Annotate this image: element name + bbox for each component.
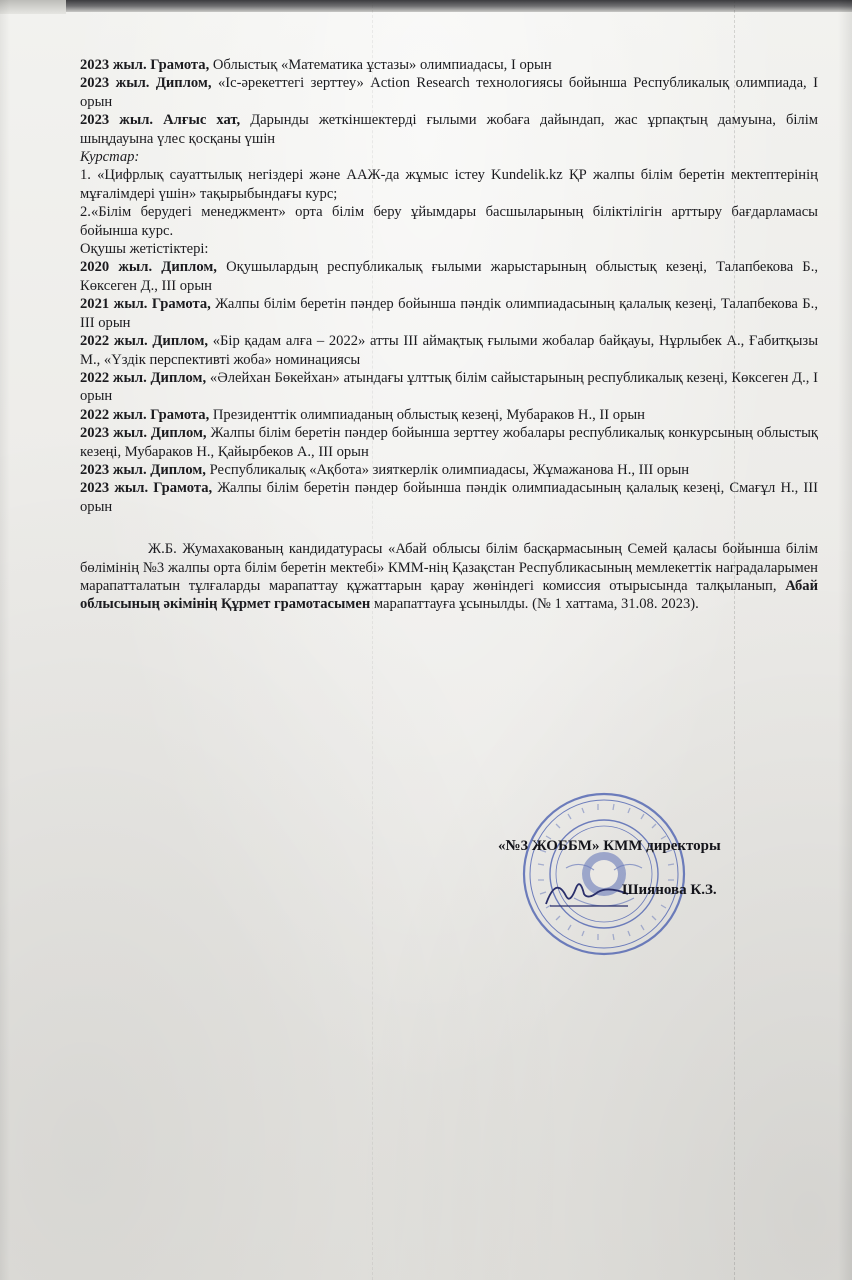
- achievement-line: [80, 74, 818, 111]
- achievement-text: Дарынды жеткіншектерді ғылыми жобаға дайындап, жас ұрпақтың дамуына, білім шыңдауына үлес қосқаны үшін: [80, 112, 818, 147]
- achievement-line: [80, 111, 818, 148]
- courses-heading: Курстар:: [80, 149, 140, 166]
- recommendation-award: Абай облысының әкімінің Құрмет грамотасымен: [80, 577, 818, 613]
- achievement-text: Республикалық «Ақбота» зияткерлік олимпиадасы, Жұмажанова Н., ІІІ орын: [205, 461, 690, 478]
- achievement-year-type: 2021 жыл. Грамота,: [80, 296, 211, 313]
- achievement-text: «Әлейхан Бөкейхан» атындағы ұлттық білім сайыстарының республикалық кезеңі, Көксеген Д., І орын: [80, 369, 818, 405]
- recommendation-text: Ж.Б. Жумахакованың кандидатурасы «Абай облысы білім басқармасының Семей қаласы бойынша білім бөлімінің №3 жалпы орта білім беретін мектебі» КММ-нің Қазақстан Республикасының мемлекеттік наградаларымен марапатталатын тұлғаларды марапаттау құжаттарын қарау жөніндегі комиссия отырысында талқыланып,: [80, 541, 818, 594]
- scan-top-edge: [0, 0, 852, 12]
- achievement-year-type: 2022 жыл. Грамота,: [80, 406, 210, 423]
- recommendation-paragraph: [80, 540, 818, 614]
- achievement-year-type: 2023 жыл. Диплом,: [80, 461, 206, 478]
- achievement-text: Жалпы білім беретін пәндер бойынша зерттеу жобалары республикалық конкурсының облыстық кезеңі, Мубараков Н., Қайырбеков А., ІІІ орын: [80, 425, 819, 460]
- director-title: «№3 ЖОББМ» КММ директоры: [498, 838, 721, 854]
- student-achievement-line: [80, 424, 818, 461]
- document-body: [80, 56, 818, 628]
- student-achievement-line: [80, 461, 818, 479]
- achievement-text: «Бір қадам алға – 2022» атты ІІІ аймақтық ғылыми жобалар байқауы, Нұрлыбек А., Ғабитқызы М., «Үздік перспективті жоба» номинациясы: [80, 333, 818, 368]
- achievement-text: Облыстық «Математика ұстазы» олимпиадасы, І орын: [209, 57, 552, 73]
- signature-block: [470, 790, 830, 970]
- achievement-line: [80, 56, 818, 74]
- student-achievement-line: [80, 258, 818, 295]
- student-achievement-line: [80, 406, 818, 424]
- course-item: 2.«Білім берудегі менеджмент» орта білім беру ұйымдары басшыларының біліктілігін арттыру бағдарламасы бойынша курс.: [80, 204, 818, 239]
- achievement-year-type: 2020 жыл. Диплом,: [80, 259, 217, 276]
- achievement-year-type: 2023 жыл. Диплом,: [80, 75, 212, 92]
- student-achievement-line: [80, 369, 818, 406]
- students-heading: Оқушы жетістіктері:: [80, 241, 209, 258]
- achievement-text: Жалпы білім беретін пәндер бойынша пәндік олимпиадасының қалалық кезеңі, Смағұл Н., ІІІ орын: [80, 480, 818, 515]
- scan-left-shadow: [0, 0, 10, 1280]
- achievement-year-type: 2022 жыл. Диплом,: [80, 369, 207, 386]
- achievement-year-type: 2022 жыл. Диплом,: [80, 333, 209, 350]
- course-item: 1. «Цифрлық сауаттылық негіздері және ААЖ-да жұмыс істеу Kundelik.kz ҚР жалпы білім беретін мектептерінің мұғалімдері үшін» тақырыбындағы курс;: [80, 167, 818, 202]
- student-achievement-line: [80, 295, 818, 332]
- recommendation-text-end: марапаттауға ұсынылды. (№ 1 хаттама, 31.08. 2023).: [370, 596, 699, 613]
- director-name: Шиянова К.З.: [622, 882, 717, 898]
- handwritten-signature-icon: [542, 870, 632, 910]
- achievement-year-type: 2023 жыл. Грамота,: [80, 57, 210, 73]
- scan-right-shadow: [838, 0, 852, 1280]
- achievement-year-type: 2023 жыл. Алғыс хат,: [80, 112, 241, 129]
- achievement-text: Президенттік олимпиаданың облыстық кезеңі, Мубараков Н., ІІ орын: [209, 406, 645, 423]
- student-achievement-line: [80, 332, 818, 369]
- achievement-text: Жалпы білім беретін пәндер бойынша пәндік олимпиадасының қалалық кезеңі, Талапбекова Б., ІІІ орын: [80, 296, 818, 331]
- achievement-year-type: 2023 жыл. Грамота,: [80, 480, 213, 497]
- achievement-year-type: 2023 жыл. Диплом,: [80, 425, 207, 442]
- achievement-text: Оқушылардың республикалық ғылыми жарыстарының облыстық кезеңі, Талапбекова Б., Көксеген Д., ІІІ орын: [80, 259, 818, 294]
- student-achievement-line: [80, 479, 818, 516]
- achievement-text: «Іс-әрекеттегі зерттеу» Action Research технологиясы бойынша Республикалық олимпиада, І орын: [80, 75, 818, 110]
